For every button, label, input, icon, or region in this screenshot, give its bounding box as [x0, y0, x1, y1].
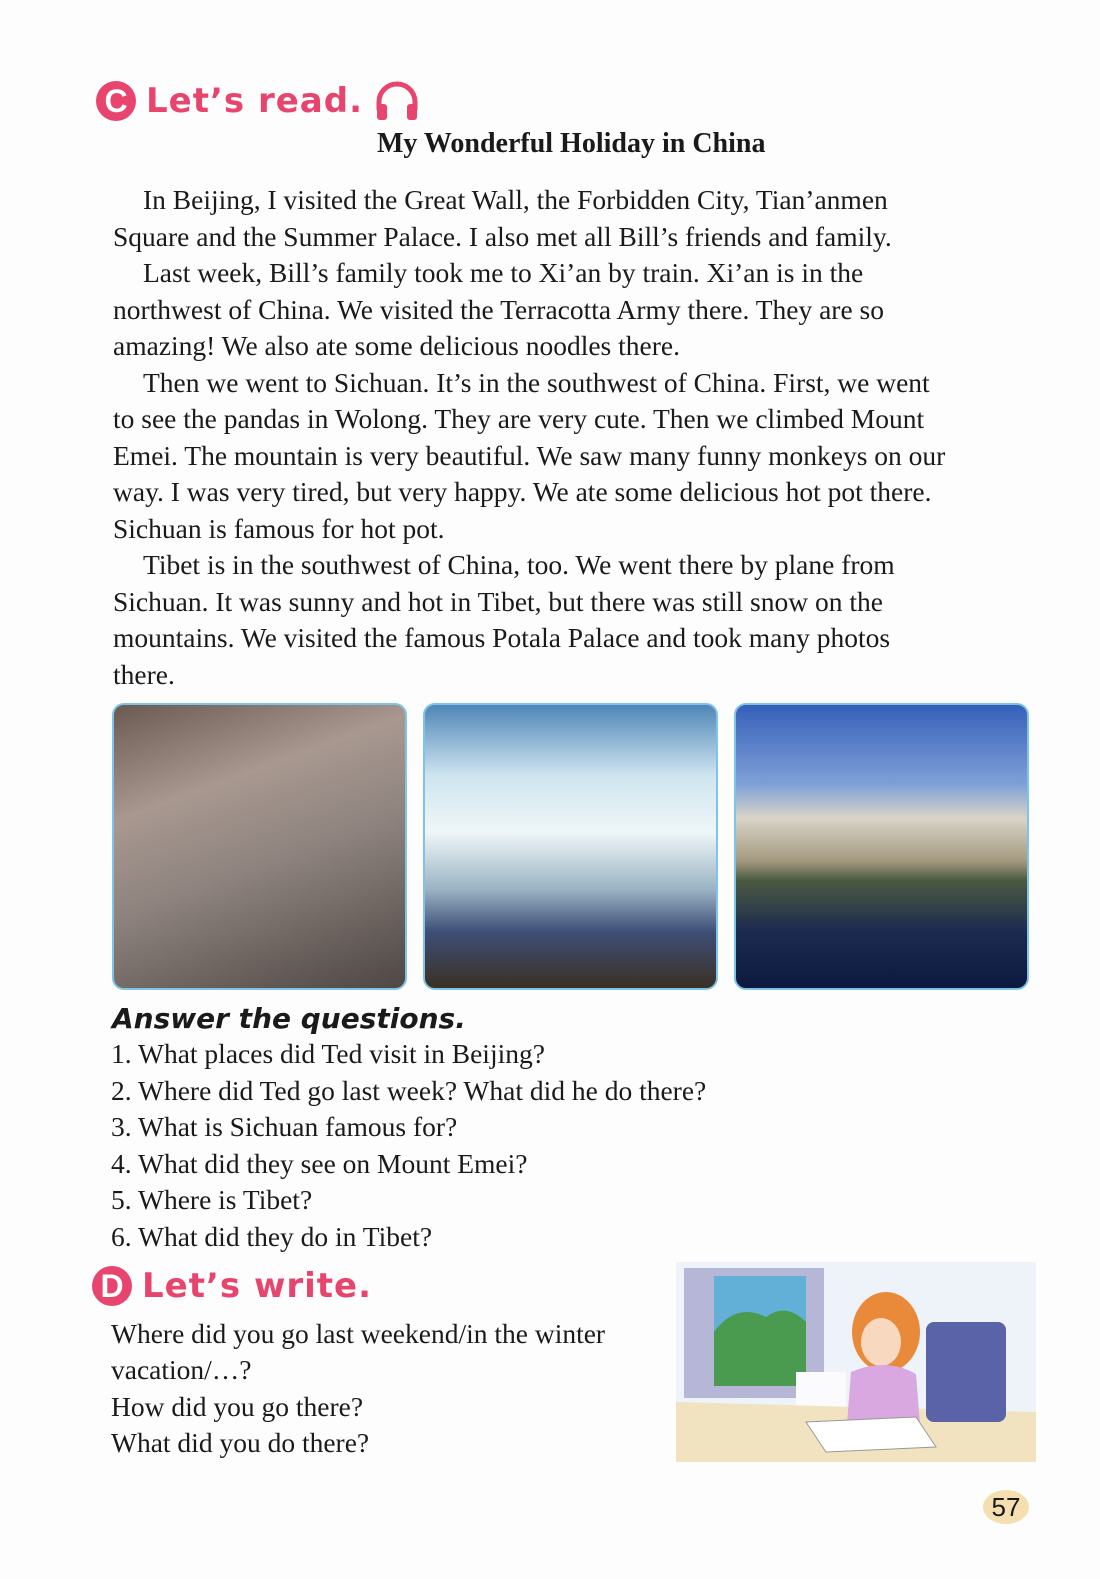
passage-line: Square and the Summer Palace. I also met all Bill’s friends and family. — [113, 220, 892, 252]
passage-line: mountains. We visited the famous Potala Palace and took many photos — [113, 622, 891, 653]
potala-palace-photo — [734, 703, 1029, 990]
passage-line: Emei. The mountain is very beautiful. We saw many funny monkeys on our — [113, 439, 946, 471]
girl-writing-illustration — [676, 1262, 1036, 1462]
section-title: Let’s read. — [146, 81, 363, 121]
section-d-header — [92, 1266, 372, 1306]
passage-line: to see the pandas in Wolong. They are very cute. Then we climbed Mount — [113, 403, 925, 434]
passage-line: amazing! We also ate some delicious noodles there. — [113, 330, 680, 361]
passage-line: northwest of China. We visited the Terracotta Army there. They are so — [113, 293, 884, 325]
question-item: 1. What places did Ted visit in Beijing? — [111, 1038, 545, 1069]
passage-line: In Beijing, I visited the Great Wall, the Forbidden City, Tian’anmen — [143, 184, 888, 215]
write-prompt-line: How did you go there? — [111, 1390, 364, 1422]
passage-line: way. I was very tired, but very happy. We ate some delicious hot pot there. — [113, 476, 932, 507]
page-number: 57 — [983, 1490, 1029, 1524]
write-prompt-line: Where did you go last weekend/in the winter — [111, 1318, 606, 1349]
passage-line: Then we went to Sichuan. It’s in the southwest of China. First, we went — [143, 366, 930, 398]
section-letter-badge: D — [92, 1266, 132, 1306]
passage-line: Sichuan. It was sunny and hot in Tibet, but there was still snow on the — [113, 585, 883, 617]
section-letter-badge: C — [96, 81, 136, 121]
reading-title: My Wonderful Holiday in China — [377, 128, 766, 159]
write-prompt-line: What did you do there? — [111, 1426, 370, 1458]
passage-line: Sichuan is famous for hot pot. — [113, 512, 445, 544]
passage-line: there. — [113, 658, 175, 690]
terracotta-army-photo — [112, 703, 407, 990]
question-item: 3. What is Sichuan famous for? — [111, 1111, 458, 1142]
question-item: 4. What did they see on Mount Emei? — [111, 1147, 528, 1179]
mount-emei-photo — [423, 703, 718, 990]
passage-line: Last week, Bill’s family took me to Xi’an by train. Xi’an is in the — [143, 257, 864, 288]
write-prompt-line: vacation/…? — [111, 1354, 252, 1386]
questions-heading: Answer the questions. — [112, 1002, 466, 1035]
section-c-header — [96, 80, 421, 122]
question-item: 5. Where is Tibet? — [111, 1184, 313, 1215]
headphones-icon — [373, 80, 421, 122]
question-item: 6. What did they do in Tibet? — [111, 1220, 433, 1252]
section-title: Let’s write. — [142, 1266, 373, 1306]
passage-line: Tibet is in the southwest of China, too. We went there by plane from — [143, 549, 895, 580]
question-item: 2. Where did Ted go last week? What did he do there? — [111, 1074, 707, 1106]
